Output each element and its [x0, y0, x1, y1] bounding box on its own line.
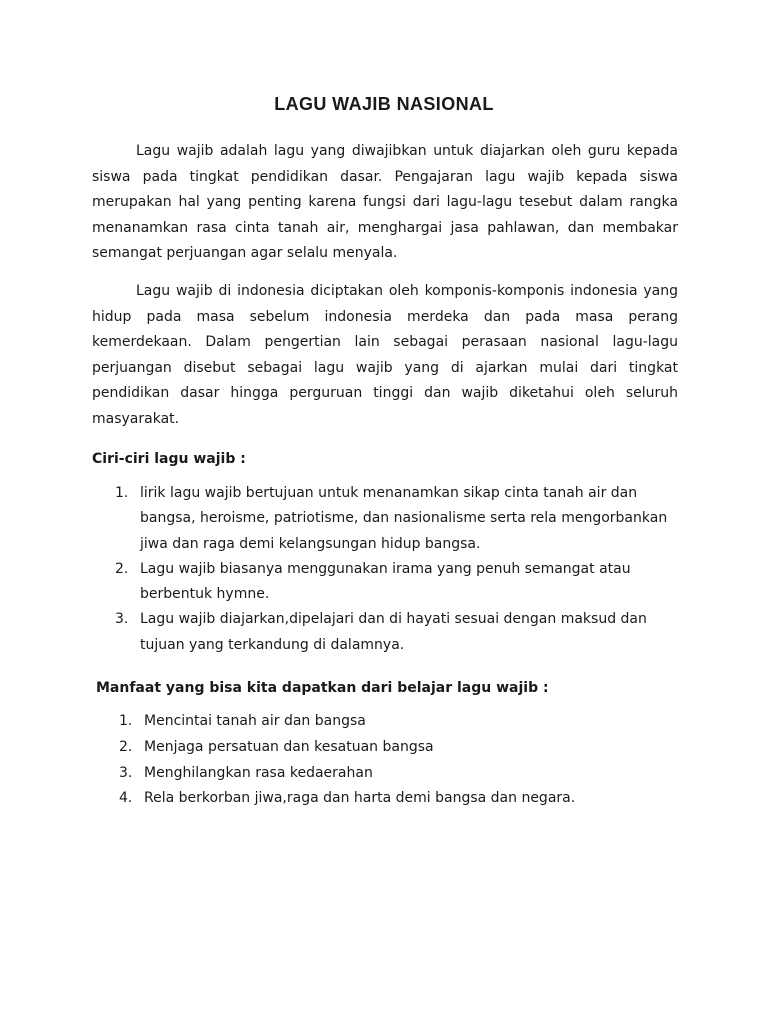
list-item-text: Menghilangkan rasa kedaerahan [144, 764, 373, 781]
list-item [121, 786, 661, 812]
document-title: LAGU WAJIB NASIONAL [274, 94, 494, 114]
list-item-text: Lagu wajib biasanya menggunakan irama yang penuh semangat atau berbentuk hymne. [140, 560, 631, 603]
list-item-text: Lagu wajib diajarkan,dipelajari dan di hayati sesuai dengan maksud dan tujuan yang terkandung di dalamnya. [140, 611, 647, 653]
list-item-number: 2. [115, 560, 129, 577]
list-manfaat [121, 709, 661, 812]
list-item-number: 3. [119, 764, 133, 781]
list-item-number: 4. [119, 790, 133, 807]
list-item-number: 1. [115, 485, 129, 501]
list-item-number: 1. [119, 713, 133, 729]
list-item-text: Menjaga persatuan dan kesatuan bangsa [144, 738, 434, 755]
list-item [121, 735, 661, 761]
list-item [121, 709, 661, 735]
list-item-number: 3. [115, 611, 129, 628]
paragraph-history: Lagu wajib di indonesia diciptakan oleh komponis-komponis indonesia yang hidup pada masa sebelum indonesia merdeka dan pada masa perang kemerdekaan. Dalam pengertian lain sebagai perasaan nasional lagu-lagu perjuangan disebut sebagai lagu wajib yang di ajarkan mulai dari tingkat pendidikan dasar hingga perguruan tinggi dan wajib diketahui oleh seluruh masyarakat. [92, 283, 678, 427]
list-item [121, 761, 661, 787]
heading-manfaat: Manfaat yang bisa kita dapatkan dari belajar lagu wajib : [96, 680, 549, 696]
list-item [117, 607, 677, 658]
list-item-text: Rela berkorban jiwa,raga dan harta demi bangsa dan negara. [144, 790, 576, 807]
list-item-number: 2. [119, 738, 133, 755]
list-ciri [117, 481, 677, 658]
list-item-text: lirik lagu wajib bertujuan untuk menanamkan sikap cinta tanah air dan bangsa, heroisme, patriotisme, dan nasionalisme serta rela mengorbankan jiwa dan raga demi kelangsungan hidup bangsa. [140, 485, 668, 552]
heading-ciri: Ciri-ciri lagu wajib : [92, 451, 246, 467]
paragraph-definition: Lagu wajib adalah lagu yang diwajibkan untuk diajarkan oleh guru kepada siswa pada tingkat pendidikan dasar. Pengajaran lagu wajib kepada siswa merupakan hal yang penting karena fungsi dari lagu-lagu tesebut dalam rangka menanamkan rasa cinta tanah air, menghargai jasa pahlawan, dan membakar semangat perjuangan agar selalu menyala. [92, 143, 678, 262]
list-item-text: Mencintai tanah air dan bangsa [144, 713, 366, 729]
list-item [117, 557, 677, 608]
list-item [117, 481, 677, 557]
